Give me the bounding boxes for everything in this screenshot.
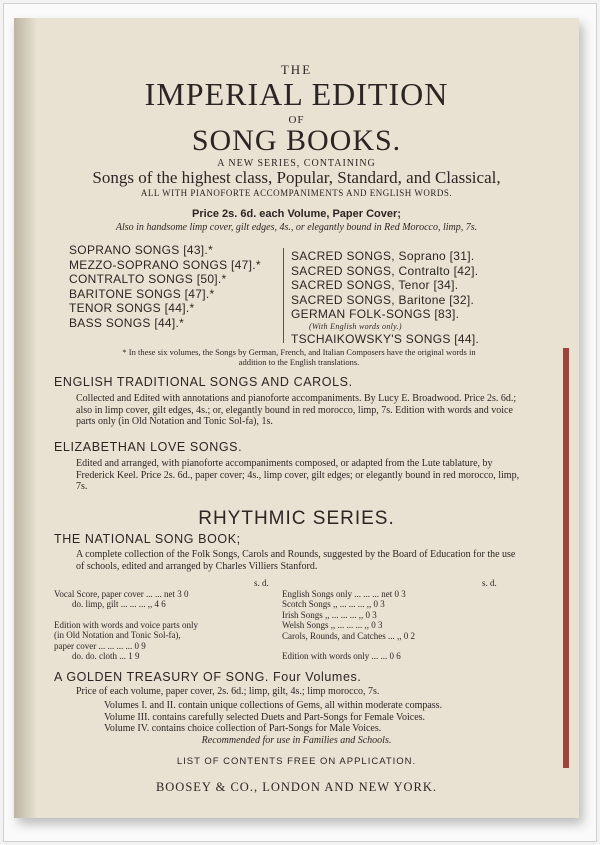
table-row: [282, 641, 497, 651]
golden-treasury-heading: A GOLDEN TREASURY OF SONG. Four Volumes.: [54, 670, 362, 684]
elizabethan-text: Edited and arranged, with pianoforte accompaniments composed, or adapted from the Lute tablature, by Frederick Keel. Price 2s. 6d., paper cover; 4s., limp cover, gilt edges; or elegantly bound in red morocco, limp, 7s.: [76, 458, 520, 492]
golden-volumes: [104, 700, 442, 735]
left-volume-list: [69, 243, 261, 330]
list-item: Volume III. contains carefully selected Duets and Part-Songs for Female Voices.: [104, 711, 426, 723]
table-row: [54, 610, 269, 620]
list-item: Volumes I. and II. contain unique collections of Gems, all within moderate compass.: [104, 700, 443, 711]
accompaniments-line: ALL WITH PIANOFORTE ACCOMPANIMENTS AND ENGLISH WORDS.: [140, 188, 453, 198]
table-row: s. d.: [254, 578, 269, 588]
image-frame: [3, 3, 597, 842]
table-row: s. d.: [482, 578, 497, 588]
list-item: SACRED SONGS, Soprano [31].: [291, 249, 475, 263]
list-item: TENOR SONGS [44].*: [69, 301, 195, 315]
right-volume-list: [291, 249, 479, 346]
list-item: TSCHAIKOWSKY'S SONGS [44].: [291, 331, 480, 346]
list-item: CONTRALTO SONGS [50].*: [69, 272, 227, 286]
price-table-right: [282, 578, 497, 662]
price-line: Price 2s. 6d. each Volume, Paper Cover;: [192, 208, 401, 220]
new-series-line: A NEW SERIES, CONTAINING: [217, 158, 376, 169]
list-item: GERMAN FOLK-SONGS [83].: [291, 307, 460, 321]
column-divider: [283, 248, 284, 343]
table-row: Carols, Rounds, and Catches ... ,, 0 2: [282, 630, 415, 641]
title-of: OF: [288, 114, 305, 126]
list-subnote: (With English words only.): [309, 321, 402, 331]
table-row: Edition with words only ... ... 0 6: [282, 651, 401, 661]
footnote: * In these six volumes, the Songs by German, French, and Italian Composers have the original words in addition to the English translations.: [122, 347, 476, 367]
list-item: SACRED SONGS, Tenor [34].: [291, 278, 459, 292]
golden-price: Price of each volume, paper cover, 2s. 6d.; limp, gilt, 4s.; limp morocco, 7s.: [76, 686, 380, 697]
list-item: SACRED SONGS, Contralto [42].: [291, 263, 479, 278]
table-row: Edition with words and voice parts only: [54, 619, 198, 630]
list-item: BASS SONGS [44].*: [69, 315, 185, 330]
title-song-books: SONG BOOKS.: [191, 124, 402, 157]
table-row: (in Old Notation and Tonic Sol-fa),: [54, 630, 181, 640]
table-row: paper cover ... ... ... ... 0 9: [54, 640, 146, 651]
table-row: Irish Songs ,, ... ... ... ,, 0 3: [282, 609, 377, 620]
table-row: Vocal Score, paper cover ... ... net 3 0: [54, 588, 189, 599]
national-text: A complete collection of the Folk Songs, Carols and Rounds, suggested by the Board of Education for the use of schools, edited and arranged by Charles Villiers Stanford.: [76, 549, 516, 572]
national-heading: THE NATIONAL SONG BOOK;: [54, 532, 241, 546]
list-item: SOPRANO SONGS [43].*: [69, 243, 214, 257]
price-table-left: [54, 578, 269, 662]
title-the: THE: [280, 62, 313, 77]
table-row: do. limp, gilt ... ... ... ,, 4 6: [72, 599, 166, 609]
also-line: Also in handsome limp cover, gilt edges, 4s., or elegantly bound in Red Morocco, limp, 7s.: [115, 222, 478, 233]
list-item: Volume IV. contains choice collection of Part-Songs for Male Voices.: [104, 723, 382, 734]
recommended-line: Recommended for use in Families and Schools.: [201, 735, 392, 746]
elizabethan-heading: ELIZABETHAN LOVE SONGS.: [54, 440, 243, 454]
list-item: MEZZO-SOPRANO SONGS [47].*: [69, 257, 261, 272]
songs-class-line: Songs of the highest class, Popular, Standard, and Classical,: [92, 168, 501, 187]
table-row: do. do. cloth ... 1 9: [72, 651, 140, 661]
english-heading: ENGLISH TRADITIONAL SONGS AND CAROLS.: [54, 375, 353, 389]
rhythmic-series-heading: RHYTHMIC SERIES.: [198, 508, 395, 529]
red-edge: [563, 348, 569, 768]
publisher-line: BOOSEY & CO., LONDON AND NEW YORK.: [155, 780, 438, 794]
table-row: Scotch Songs ,, ... ... ... ,, 0 3: [282, 599, 385, 609]
table-row: Welsh Songs ,, ... ... ... ,, 0 3: [282, 620, 383, 630]
table-row: English Songs only ... ... ... net 0 3: [282, 588, 406, 599]
english-text: Collected and Edited with annotations and pianoforte accompaniments. By Lucy E. Broadwood. Price 2s. 6d.; also in limp cover, gilt edges, 4s.; or, elegantly bound in red morocco, limp, 7s. Edition with words and voice parts only (in Old Notation and Tonic Sol-fa), 1s.: [76, 393, 517, 427]
list-item: BARITONE SONGS [47].*: [69, 286, 215, 301]
list-item: SACRED SONGS, Baritone [32].: [291, 292, 475, 307]
title-imperial-edition: IMPERIAL EDITION: [144, 76, 449, 112]
catalogue-page: [14, 18, 579, 818]
list-of-contents-line: LIST OF CONTENTS FREE ON APPLICATION.: [176, 756, 417, 767]
